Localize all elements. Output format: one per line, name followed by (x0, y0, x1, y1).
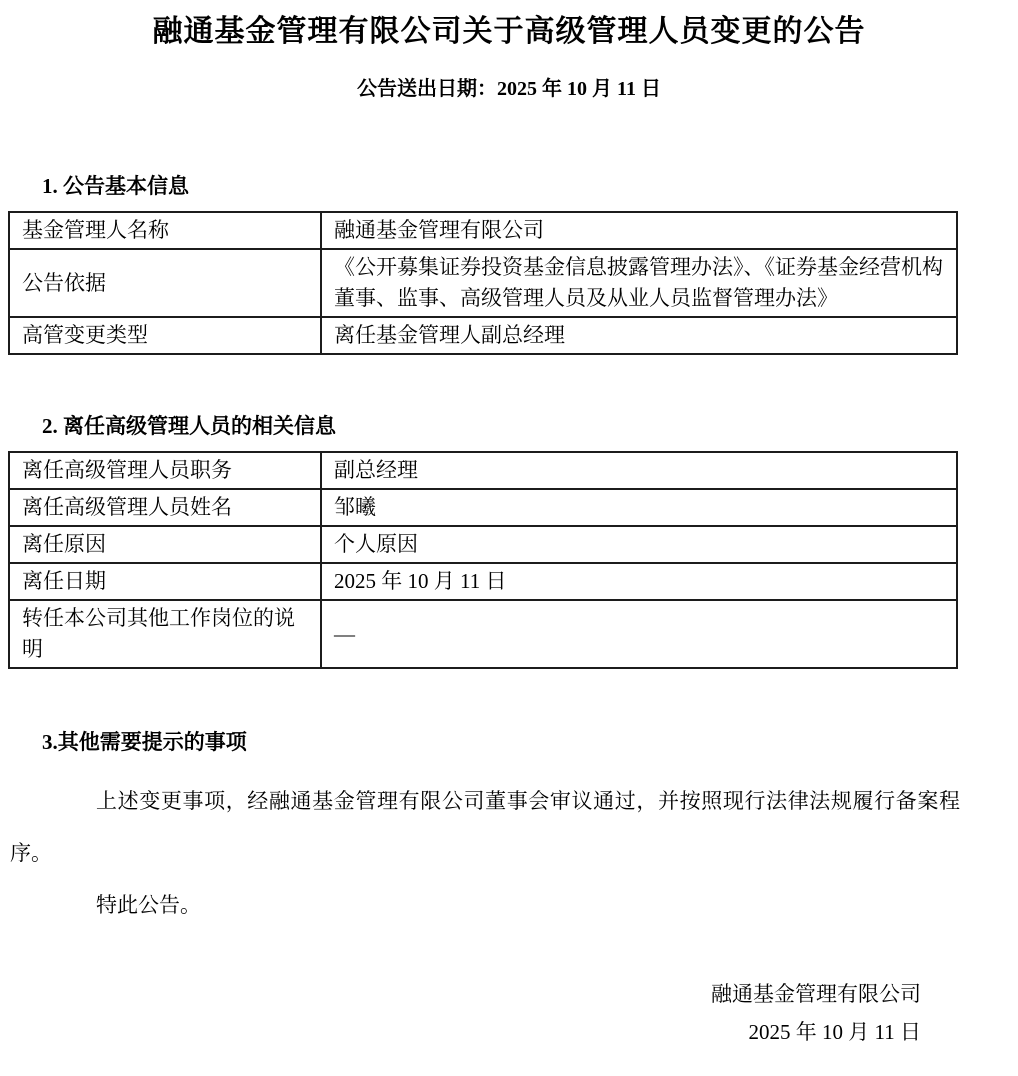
table-row (9, 212, 957, 249)
announcement-send-date: 公告送出日期：2025 年 10 月 11 日 (357, 78, 661, 100)
table-row (9, 489, 957, 526)
section-3-heading: 3.其他需要提示的事项 (42, 730, 247, 754)
table-row (9, 249, 957, 317)
section-3-paragraph: 上述变更事项，经融通基金管理有限公司董事会审议通过，并按照现行法律法规履行备案程序。 (10, 789, 960, 865)
section-2-heading: 2. 离任高级管理人员的相关信息 (42, 414, 336, 438)
document-title: 融通基金管理有限公司关于高级管理人员变更的公告 (152, 15, 866, 48)
signature-company: 融通基金管理有限公司 (711, 982, 921, 1006)
table-row-value: 2025 年 10 月 11 日 (321, 563, 957, 600)
table-row-label: 离任高级管理人员姓名 (9, 489, 321, 526)
table-row (9, 563, 957, 600)
table-row (9, 600, 957, 668)
table-row (9, 317, 957, 354)
signature-block (0, 975, 1018, 1051)
section-1-heading: 1. 公告基本信息 (42, 174, 189, 198)
table-row-value: 个人原因 (321, 526, 957, 563)
table-row-label: 离任日期 (9, 563, 321, 600)
table-row-label: 公告依据 (9, 249, 321, 317)
table-row (9, 452, 957, 489)
table-row-value: — (321, 600, 957, 668)
departure-info-table (8, 451, 958, 669)
table-row-value: 离任基金管理人副总经理 (321, 317, 957, 354)
table-row-label: 基金管理人名称 (9, 212, 321, 249)
closing-statement: 特此公告。 (96, 893, 201, 917)
table-row-label: 离任原因 (9, 526, 321, 563)
table-row-value: 邹曦 (321, 489, 957, 526)
basic-info-table (8, 211, 958, 355)
table-row-value: 副总经理 (321, 452, 957, 489)
table-row-label: 转任本公司其他工作岗位的说明 (9, 600, 321, 668)
table-row-value: 融通基金管理有限公司 (321, 212, 957, 249)
table-row-value: 《公开募集证券投资基金信息披露管理办法》、《证券基金经营机构董事、监事、高级管理人员及从业人员监督管理办法》 (321, 249, 957, 317)
signature-date: 2025 年 10 月 11 日 (748, 1020, 921, 1044)
table-row-label: 高管变更类型 (9, 317, 321, 354)
table-row-label: 离任高级管理人员职务 (9, 452, 321, 489)
table-row (9, 526, 957, 563)
